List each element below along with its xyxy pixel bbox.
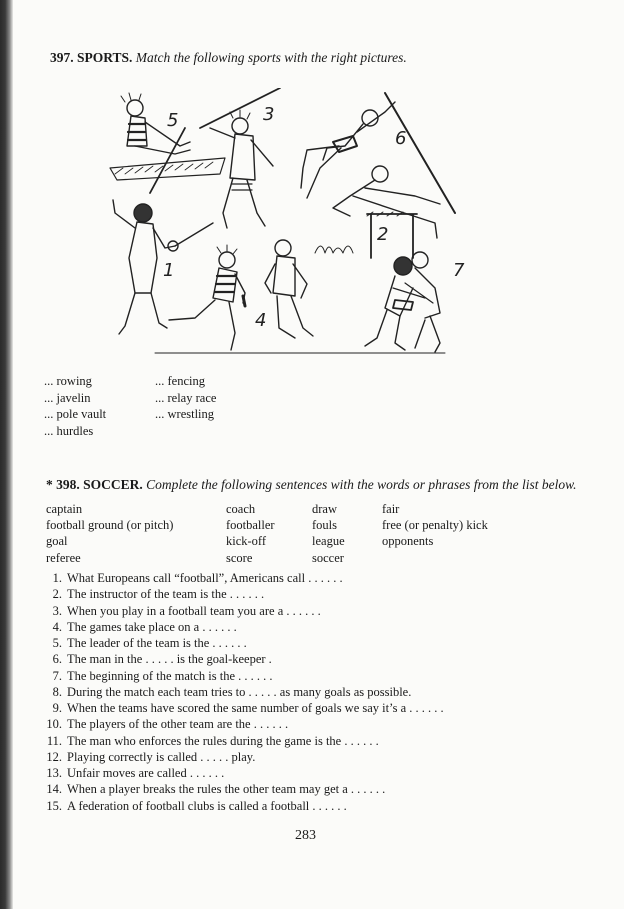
exercise-title: SPORTS. [77, 50, 133, 65]
word-item: fair [382, 502, 400, 516]
word-item: league [312, 534, 345, 549]
option-item: ... wrestling [155, 407, 215, 421]
word-item: soccer [312, 550, 344, 565]
sentence-row [40, 603, 444, 619]
sentence-text: The man in the . . . . . is the goal-keeper . [67, 652, 272, 667]
sentence-number: 6. [52, 652, 62, 667]
picture-number-1: 1 [163, 260, 175, 281]
word-item: draw [312, 502, 337, 516]
sentence-number: 10. [46, 717, 62, 732]
word-item: opponents [382, 534, 434, 549]
sentence-number: 5. [52, 636, 62, 650]
sentence-text: During the match each team tries to . . . . . as many goals as possible. [67, 684, 412, 699]
sentence-text: The players of the other team are the . . . . . . [67, 717, 289, 732]
sentence-number: 3. [52, 603, 62, 618]
sentence-row [40, 651, 444, 667]
sentence-row [40, 635, 444, 651]
word-item: goal [46, 534, 68, 549]
sentence-text: The instructor of the team is the . . . . . . [67, 587, 265, 602]
sentence-number: 8. [52, 684, 62, 699]
word-item: footballer [226, 518, 275, 533]
exercise-number: 397. [50, 50, 74, 65]
exercise-title: SOCCER. [83, 477, 143, 492]
word-list [46, 502, 566, 567]
sports-illustration [95, 88, 475, 363]
sentence-row [40, 781, 444, 797]
sentence-row [40, 684, 444, 700]
exercise-397-heading [50, 50, 407, 66]
picture-number-3: 3 [263, 104, 275, 125]
option-item: ... rowing [44, 374, 92, 388]
sentence-text: What Europeans call “football”, Americans call . . . . . . [67, 571, 343, 585]
sentence-row [40, 700, 444, 716]
option-item: ... hurdles [44, 423, 94, 438]
sentence-row [40, 749, 444, 765]
sentence-number: 1. [52, 571, 62, 585]
sentence-text: When you play in a football team you are a . . . . . . [67, 603, 321, 618]
sentence-number: 14. [46, 782, 62, 797]
sentence-text: The leader of the team is the . . . . . . [67, 636, 247, 650]
sentence-list [40, 570, 444, 814]
sentence-text: The man who enforces the rules during the game is the . . . . . . [67, 733, 379, 748]
page-number: 283 [295, 828, 316, 843]
word-item: referee [46, 550, 81, 565]
sentence-row [40, 716, 444, 732]
sentence-number: 11. [46, 733, 62, 748]
sentence-number: 9. [52, 701, 62, 715]
word-item: coach [226, 502, 256, 516]
sentence-row [40, 765, 444, 781]
word-item: kick-off [226, 534, 267, 549]
sentence-row [40, 668, 444, 684]
options-column-2 [155, 373, 216, 423]
sentence-row [40, 798, 444, 814]
relay-figure [169, 240, 313, 350]
sentence-number: 15. [46, 798, 62, 813]
picture-number-6: 6 [395, 128, 407, 149]
word-item: score [226, 550, 253, 565]
exercise-instruction: Match the following sports with the right pictures. [135, 50, 407, 65]
sentence-number: 13. [46, 766, 62, 780]
sentence-text: The beginning of the match is the . . . . . . [67, 668, 273, 683]
sentence-text: Playing correctly is called . . . . . play. [67, 749, 256, 764]
sentence-row [40, 619, 444, 635]
wrestling-figure [365, 252, 440, 352]
pole-vault-figure [301, 93, 455, 213]
sentence-text: Unfair moves are called . . . . . . [67, 766, 225, 780]
sentence-number: 4. [52, 619, 62, 634]
picture-number-7: 7 [453, 260, 465, 281]
sentence-text: The games take place on a . . . . . . [67, 619, 237, 634]
picture-number-5: 5 [167, 110, 179, 131]
sentence-row [40, 733, 444, 749]
option-item: ... pole vault [44, 407, 107, 421]
sentence-number: 2. [52, 587, 62, 602]
sentence-text: A federation of football clubs is called a football . . . . . . [67, 798, 347, 813]
option-item: ... javelin [44, 390, 91, 405]
option-item: ... fencing [155, 374, 205, 388]
word-item: fouls [312, 518, 337, 533]
word-item: captain [46, 502, 83, 516]
sentence-row [40, 586, 444, 602]
word-item [382, 551, 566, 567]
picture-number-2: 2 [377, 224, 389, 245]
option-item: ... relay race [155, 390, 217, 405]
book-spine-shadow [0, 0, 13, 909]
picture-number-4: 4 [255, 310, 267, 331]
exercise-398-heading [46, 477, 577, 493]
word-item: free (or penalty) kick [382, 518, 488, 533]
word-item: football ground (or pitch) [46, 518, 174, 533]
sentence-row [40, 570, 444, 586]
sentence-number: 12. [46, 749, 62, 764]
options-column-1 [44, 373, 106, 439]
exercise-number: * 398. [46, 477, 80, 492]
sentence-text: When the teams have scored the same number of goals we say it’s a . . . . . . [67, 701, 444, 715]
sentence-number: 7. [52, 668, 62, 683]
exercise-instruction: Complete the following sentences with the words or phrases from the list below. [146, 477, 577, 492]
rowing-figure [110, 93, 225, 193]
sentence-text: When a player breaks the rules the other team may get a . . . . . . [67, 782, 386, 797]
